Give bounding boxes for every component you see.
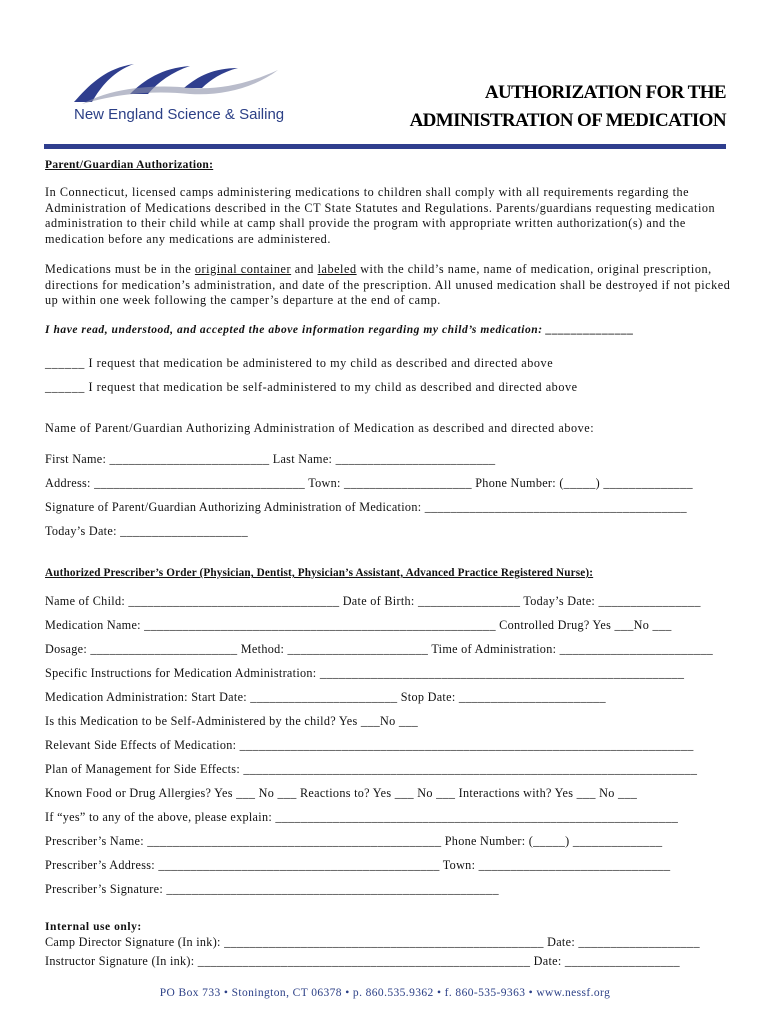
connecticut-requirements-paragraph: In Connecticut, licensed camps administering medications to children shall comply with all requirements regarding the Administration of Medications described in the CT State Statutes and Regulations. Parents/guardians requesting medication administration to their child while at camp shall provide the program with appropriate written authorization(s) and the medication before any medications are administered. [45, 185, 716, 246]
prescriber-signature-field[interactable]: Prescriber’s Signature: ____________________________________________________ [45, 882, 499, 896]
self-administer-option-line[interactable]: ______ I request that medication be self-administered to my child as described and directed above [45, 380, 578, 394]
header-divider [44, 144, 726, 149]
form-title-line-1: AUTHORIZATION FOR THE [484, 82, 726, 103]
form-title-line-2: ADMINISTRATION OF MEDICATION [409, 110, 726, 131]
internal-use-heading: Internal use only: [45, 921, 142, 933]
parent-name-field[interactable]: First Name: _________________________ Last Name: _________________________ [45, 452, 496, 466]
parent-address-field[interactable]: Address: _________________________________ Town: ____________________ Phone Number: (_____) ______________ [45, 476, 693, 490]
footer-contact: PO Box 733 • Stonington, CT 06378 • p. 860.535.9362 • f. 860-535-9363 • www.nessf.org [159, 987, 611, 999]
explain-field[interactable]: If “yes” to any of the above, please explain: _______________________________________________________________ [45, 810, 679, 824]
instructor-signature-field[interactable]: Instructor Signature (In ink): ____________________________________________________ Date: __________________ [45, 954, 680, 968]
parent-signature-field[interactable]: Signature of Parent/Guardian Authorizing Administration of Medication: _________________________________________ [45, 500, 687, 514]
side-effects-field[interactable]: Relevant Side Effects of Medication: _______________________________________________________________________ [45, 738, 694, 752]
specific-instructions-field[interactable]: Specific Instructions for Medication Administration: _________________________________________________________ [45, 666, 685, 680]
camp-director-signature-field[interactable]: Camp Director Signature (In ink): __________________________________________________ Date: ___________________ [45, 935, 700, 949]
parent-section-heading: Parent/Guardian Authorization: [45, 159, 214, 171]
prescriber-name-phone-field[interactable]: Prescriber’s Name: ______________________________________________ Phone Number: (_____) ______________ [45, 834, 663, 848]
medication-container-paragraph: Medications must be in the original container and labeled with the child’s name, name of medication, original prescription, directions for medication’s administration, and date of the prescription. All unused medication shall be destroyed if not picked up within one week following the camper’s departure at the end of camp. [45, 262, 731, 307]
parent-date-field[interactable]: Today’s Date: ____________________ [45, 524, 248, 538]
prescriber-address-field[interactable]: Prescriber’s Address: ____________________________________________ Town: ______________________________ [45, 858, 671, 872]
org-name: New England Science & Sailing [74, 106, 285, 123]
parent-name-prompt: Name of Parent/Guardian Authorizing Administration of Medication as described and directed above: [45, 421, 595, 435]
acknowledgement-line[interactable]: I have read, understood, and accepted the above information regarding my child’s medication: ______________ [45, 324, 635, 336]
self-administered-question[interactable]: Is this Medication to be Self-Administered by the child? Yes ___No ___ [45, 714, 419, 728]
medication-name-field[interactable]: Medication Name: _______________________________________________________ Controlled Drug? Yes ___No ___ [45, 618, 672, 632]
start-stop-date-field[interactable]: Medication Administration: Start Date: _______________________ Stop Date: _______________________ [45, 690, 606, 704]
administer-option-line[interactable]: ______ I request that medication be administered to my child as described and directed above [45, 356, 554, 370]
side-effects-plan-field[interactable]: Plan of Management for Side Effects: _______________________________________________________________________ [45, 762, 698, 776]
prescriber-section-heading: Authorized Prescriber’s Order (Physician, Dentist, Physician’s Assistant, Advanced Practice Registered Nurse): [45, 567, 594, 579]
child-name-dob-field[interactable]: Name of Child: _________________________________ Date of Birth: ________________ Today’s Date: ________________ [45, 594, 701, 608]
logo-waves-icon [72, 58, 282, 111]
allergies-question[interactable]: Known Food or Drug Allergies? Yes ___ No ___ Reactions to? Yes ___ No ___ Interactions with? Yes ___ No ___ [45, 786, 638, 800]
dosage-method-time-field[interactable]: Dosage: _______________________ Method: ______________________ Time of Administration: ________________________ [45, 642, 714, 656]
